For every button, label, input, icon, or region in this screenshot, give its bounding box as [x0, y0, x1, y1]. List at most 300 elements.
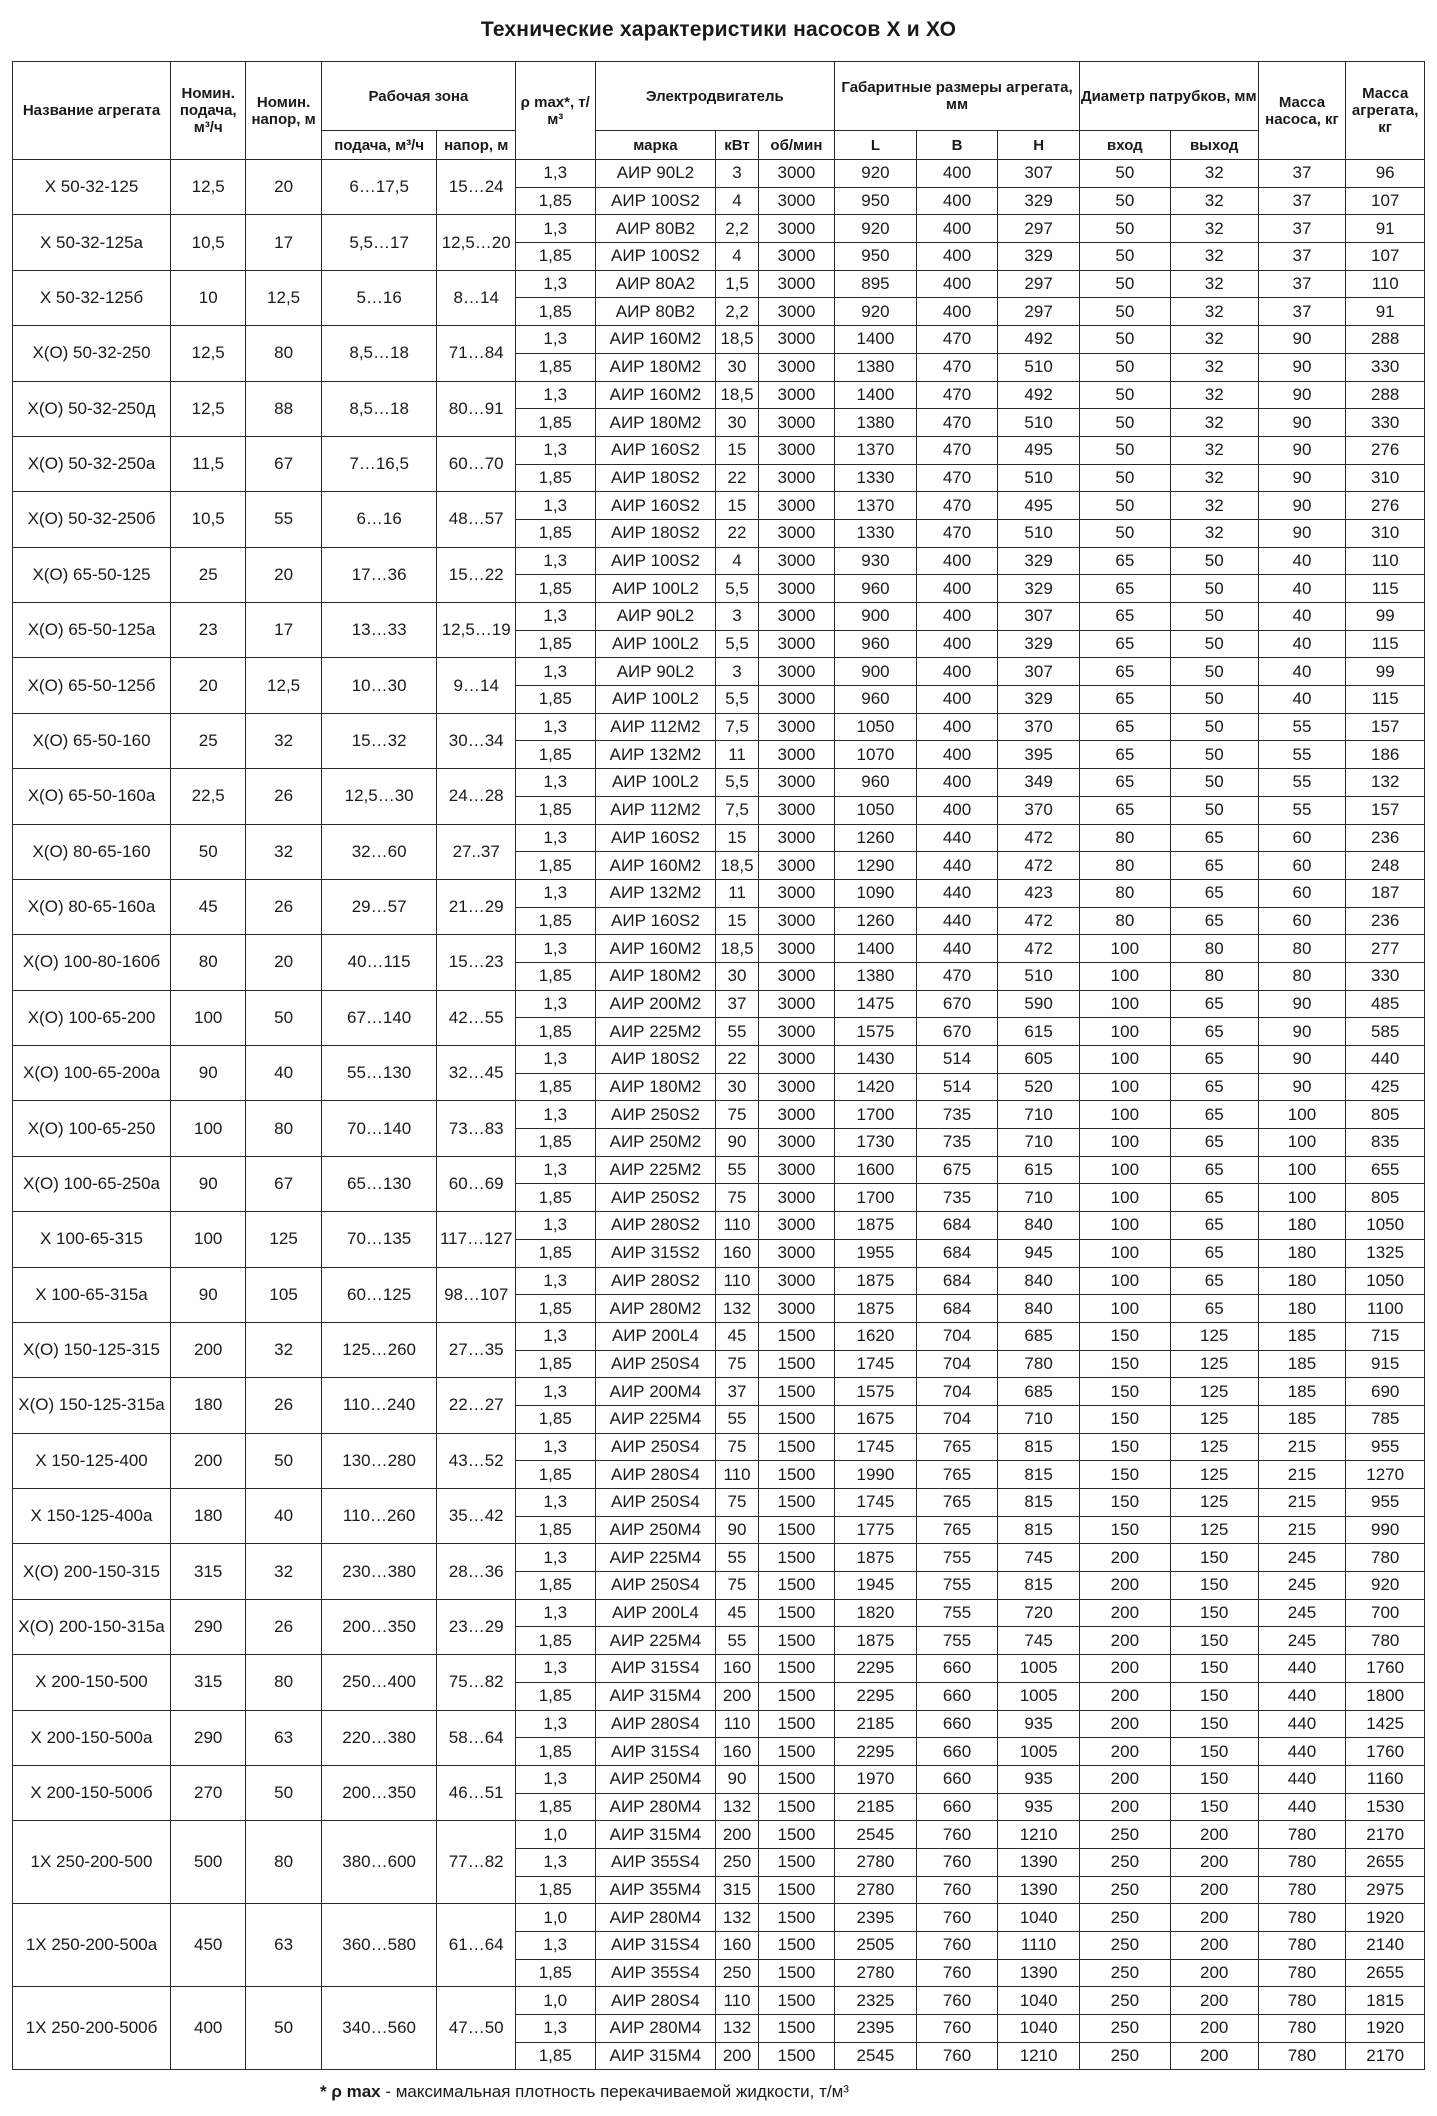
motor-brand-cell: АИР 280S2: [595, 1267, 716, 1295]
motor-rpm-cell: 1500: [758, 1544, 834, 1572]
rho-cell: 1,85: [515, 1461, 595, 1489]
h-nom-cell: 26: [246, 769, 321, 824]
outlet-cell: 150: [1170, 1572, 1258, 1600]
header-dims: Габаритные размеры агрегата, мм: [835, 62, 1080, 131]
mass-unit-cell: 1270: [1346, 1461, 1425, 1489]
outlet-cell: 65: [1170, 1184, 1258, 1212]
motor-brand-cell: АИР 200М4: [595, 1378, 716, 1406]
h-nom-cell: 50: [246, 990, 321, 1045]
q-nom-cell: 90: [171, 1046, 246, 1101]
outlet-cell: 32: [1170, 160, 1258, 188]
motor-kw-cell: 90: [716, 1765, 758, 1793]
mass-pump-cell: 780: [1258, 2015, 1346, 2043]
motor-kw-cell: 110: [716, 1461, 758, 1489]
dim-b-cell: 760: [916, 1904, 998, 1932]
motor-brand-cell: АИР 355М4: [595, 1876, 716, 1904]
header-motor: Электродвигатель: [595, 62, 835, 131]
dim-l-cell: 1330: [835, 519, 917, 547]
rho-cell: 1,85: [515, 464, 595, 492]
head-range-cell: 47…50: [437, 1987, 516, 2070]
motor-kw-cell: 2,2: [716, 215, 758, 243]
dim-l-cell: 1875: [835, 1295, 917, 1323]
mass-unit-cell: 2655: [1346, 1959, 1425, 1987]
h-nom-cell: 67: [246, 1156, 321, 1211]
motor-brand-cell: АИР 200L4: [595, 1599, 716, 1627]
table-row: [13, 436, 1425, 464]
motor-brand-cell: АИР 250М4: [595, 1516, 716, 1544]
rho-cell: 1,85: [515, 1295, 595, 1323]
dim-b-cell: 470: [916, 326, 998, 354]
inlet-cell: 65: [1079, 547, 1170, 575]
inlet-cell: 150: [1079, 1378, 1170, 1406]
motor-rpm-cell: 1500: [758, 1516, 834, 1544]
head-range-cell: 60…69: [437, 1156, 516, 1211]
q-nom-cell: 12,5: [171, 381, 246, 436]
q-nom-cell: 80: [171, 935, 246, 990]
mass-pump-cell: 440: [1258, 1710, 1346, 1738]
dim-l-cell: 1575: [835, 1378, 917, 1406]
inlet-cell: 50: [1079, 436, 1170, 464]
motor-brand-cell: АИР 90L2: [595, 160, 716, 188]
inlet-cell: 65: [1079, 603, 1170, 631]
motor-rpm-cell: 3000: [758, 630, 834, 658]
q-nom-cell: 100: [171, 990, 246, 1045]
mass-unit-cell: 2655: [1346, 1848, 1425, 1876]
mass-pump-cell: 440: [1258, 1655, 1346, 1683]
motor-brand-cell: АИР 100S2: [595, 547, 716, 575]
motor-kw-cell: 7,5: [716, 796, 758, 824]
motor-kw-cell: 18,5: [716, 852, 758, 880]
inlet-cell: 65: [1079, 769, 1170, 797]
rho-cell: 1,0: [515, 1904, 595, 1932]
dim-h-cell: 1390: [998, 1848, 1080, 1876]
mass-unit-cell: 115: [1346, 686, 1425, 714]
dim-h-cell: 710: [998, 1129, 1080, 1157]
dim-b-cell: 470: [916, 381, 998, 409]
dim-h-cell: 297: [998, 270, 1080, 298]
mass-pump-cell: 440: [1258, 1682, 1346, 1710]
motor-kw-cell: 250: [716, 1848, 758, 1876]
pump-name-cell: Х(О) 50-32-250б: [13, 492, 171, 547]
dim-l-cell: 1260: [835, 907, 917, 935]
inlet-cell: 80: [1079, 879, 1170, 907]
dim-l-cell: 1380: [835, 409, 917, 437]
dim-b-cell: 440: [916, 824, 998, 852]
header-inlet: вход: [1079, 131, 1170, 160]
header-q-nom: Номин. подача, м³/ч: [171, 62, 246, 160]
motor-rpm-cell: 3000: [758, 603, 834, 631]
motor-rpm-cell: 1500: [758, 1627, 834, 1655]
motor-brand-cell: АИР 280М2: [595, 1295, 716, 1323]
mass-pump-cell: 780: [1258, 1848, 1346, 1876]
rho-cell: 1,3: [515, 1433, 595, 1461]
h-nom-cell: 26: [246, 1378, 321, 1433]
motor-rpm-cell: 3000: [758, 796, 834, 824]
outlet-cell: 32: [1170, 409, 1258, 437]
pump-name-cell: Х(О) 100-65-200: [13, 990, 171, 1045]
motor-kw-cell: 5,5: [716, 630, 758, 658]
head-range-cell: 28…36: [437, 1544, 516, 1599]
flow-range-cell: 200…350: [321, 1599, 437, 1654]
motor-brand-cell: АИР 160S2: [595, 492, 716, 520]
mass-pump-cell: 90: [1258, 1018, 1346, 1046]
inlet-cell: 100: [1079, 1184, 1170, 1212]
inlet-cell: 250: [1079, 1876, 1170, 1904]
inlet-cell: 200: [1079, 1627, 1170, 1655]
h-nom-cell: 20: [246, 935, 321, 990]
mass-pump-cell: 90: [1258, 990, 1346, 1018]
rho-cell: 1,3: [515, 2015, 595, 2043]
outlet-cell: 80: [1170, 935, 1258, 963]
inlet-cell: 200: [1079, 1738, 1170, 1766]
outlet-cell: 125: [1170, 1378, 1258, 1406]
h-nom-cell: 80: [246, 1101, 321, 1156]
inlet-cell: 150: [1079, 1350, 1170, 1378]
q-nom-cell: 10,5: [171, 492, 246, 547]
rho-cell: 1,3: [515, 1599, 595, 1627]
rho-cell: 1,3: [515, 879, 595, 907]
rho-cell: 1,85: [515, 1129, 595, 1157]
outlet-cell: 200: [1170, 1904, 1258, 1932]
mass-pump-cell: 90: [1258, 326, 1346, 354]
q-nom-cell: 10: [171, 270, 246, 325]
rho-cell: 1,3: [515, 1212, 595, 1240]
motor-brand-cell: АИР 225М4: [595, 1627, 716, 1655]
dim-b-cell: 470: [916, 353, 998, 381]
mass-pump-cell: 180: [1258, 1295, 1346, 1323]
mass-unit-cell: 110: [1346, 547, 1425, 575]
dim-b-cell: 400: [916, 160, 998, 188]
dim-h-cell: 1210: [998, 1821, 1080, 1849]
motor-brand-cell: АИР 100L2: [595, 630, 716, 658]
inlet-cell: 250: [1079, 1848, 1170, 1876]
motor-brand-cell: АИР 250S4: [595, 1572, 716, 1600]
rho-cell: 1,85: [515, 2042, 595, 2070]
dim-b-cell: 660: [916, 1710, 998, 1738]
dim-b-cell: 660: [916, 1738, 998, 1766]
mass-unit-cell: 2170: [1346, 2042, 1425, 2070]
h-nom-cell: 40: [246, 1046, 321, 1101]
outlet-cell: 150: [1170, 1682, 1258, 1710]
dim-h-cell: 297: [998, 298, 1080, 326]
flow-range-cell: 125…260: [321, 1322, 437, 1377]
q-nom-cell: 12,5: [171, 160, 246, 215]
dim-b-cell: 660: [916, 1793, 998, 1821]
dim-h-cell: 685: [998, 1378, 1080, 1406]
dim-h-cell: 472: [998, 907, 1080, 935]
dim-l-cell: 2325: [835, 1987, 917, 2015]
mass-unit-cell: 700: [1346, 1599, 1425, 1627]
header-name: Название агрегата: [13, 62, 171, 160]
table-row: [13, 990, 1425, 1018]
dim-h-cell: 1210: [998, 2042, 1080, 2070]
head-range-cell: 42…55: [437, 990, 516, 1045]
q-nom-cell: 290: [171, 1710, 246, 1765]
flow-range-cell: 8,5…18: [321, 381, 437, 436]
head-range-cell: 73…83: [437, 1101, 516, 1156]
rho-cell: 1,3: [515, 935, 595, 963]
dim-l-cell: 1820: [835, 1599, 917, 1627]
mass-pump-cell: 37: [1258, 243, 1346, 271]
mass-pump-cell: 440: [1258, 1765, 1346, 1793]
motor-rpm-cell: 3000: [758, 160, 834, 188]
specs-table-body: [13, 160, 1425, 2070]
motor-rpm-cell: 3000: [758, 741, 834, 769]
mass-unit-cell: 1050: [1346, 1267, 1425, 1295]
q-nom-cell: 100: [171, 1212, 246, 1267]
q-nom-cell: 290: [171, 1599, 246, 1654]
mass-unit-cell: 990: [1346, 1516, 1425, 1544]
dim-h-cell: 510: [998, 464, 1080, 492]
mass-unit-cell: 157: [1346, 796, 1425, 824]
dim-h-cell: 710: [998, 1101, 1080, 1129]
dim-h-cell: 329: [998, 547, 1080, 575]
dim-l-cell: 1070: [835, 741, 917, 769]
q-nom-cell: 200: [171, 1322, 246, 1377]
dim-b-cell: 684: [916, 1267, 998, 1295]
table-row: [13, 1655, 1425, 1683]
mass-unit-cell: 785: [1346, 1405, 1425, 1433]
motor-rpm-cell: 1500: [758, 1848, 834, 1876]
dim-h-cell: 840: [998, 1212, 1080, 1240]
rho-cell: 1,3: [515, 603, 595, 631]
flow-range-cell: 200…350: [321, 1765, 437, 1820]
inlet-cell: 250: [1079, 1959, 1170, 1987]
outlet-cell: 32: [1170, 381, 1258, 409]
inlet-cell: 200: [1079, 1572, 1170, 1600]
pump-name-cell: Х(О) 200-150-315а: [13, 1599, 171, 1654]
motor-rpm-cell: 1500: [758, 1876, 834, 1904]
q-nom-cell: 90: [171, 1156, 246, 1211]
pump-name-cell: Х(О) 50-32-250: [13, 326, 171, 381]
mass-unit-cell: 330: [1346, 353, 1425, 381]
rho-cell: 1,3: [515, 1710, 595, 1738]
dim-l-cell: 1875: [835, 1267, 917, 1295]
pump-name-cell: Х(О) 80-65-160: [13, 824, 171, 879]
flow-range-cell: 340…560: [321, 1987, 437, 2070]
mass-pump-cell: 40: [1258, 630, 1346, 658]
motor-brand-cell: АИР 80В2: [595, 298, 716, 326]
inlet-cell: 150: [1079, 1433, 1170, 1461]
rho-cell: 1,3: [515, 436, 595, 464]
inlet-cell: 65: [1079, 796, 1170, 824]
dim-l-cell: 1730: [835, 1129, 917, 1157]
outlet-cell: 65: [1170, 1046, 1258, 1074]
mass-pump-cell: 245: [1258, 1544, 1346, 1572]
motor-brand-cell: АИР 200L4: [595, 1322, 716, 1350]
header-h-nom: Номин. напор, м: [246, 62, 321, 160]
dim-l-cell: 2295: [835, 1738, 917, 1766]
motor-brand-cell: АИР 315М4: [595, 1682, 716, 1710]
dim-b-cell: 760: [916, 2015, 998, 2043]
header-rpm: об/мин: [758, 131, 834, 160]
outlet-cell: 32: [1170, 353, 1258, 381]
mass-unit-cell: 236: [1346, 824, 1425, 852]
flow-range-cell: 230…380: [321, 1544, 437, 1599]
motor-kw-cell: 110: [716, 1212, 758, 1240]
dim-l-cell: 960: [835, 630, 917, 658]
outlet-cell: 150: [1170, 1793, 1258, 1821]
dim-l-cell: 2185: [835, 1793, 917, 1821]
motor-kw-cell: 45: [716, 1599, 758, 1627]
motor-brand-cell: АИР 280S4: [595, 1710, 716, 1738]
mass-pump-cell: 215: [1258, 1489, 1346, 1517]
dim-h-cell: 492: [998, 381, 1080, 409]
mass-pump-cell: 55: [1258, 741, 1346, 769]
h-nom-cell: 17: [246, 603, 321, 658]
outlet-cell: 50: [1170, 686, 1258, 714]
motor-brand-cell: АИР 280S2: [595, 1212, 716, 1240]
rho-cell: 1,85: [515, 1793, 595, 1821]
dim-h-cell: 495: [998, 436, 1080, 464]
q-nom-cell: 400: [171, 1987, 246, 2070]
mass-unit-cell: 955: [1346, 1433, 1425, 1461]
header-h: H: [998, 131, 1080, 160]
pump-name-cell: Х 50-32-125б: [13, 270, 171, 325]
motor-kw-cell: 22: [716, 464, 758, 492]
rho-cell: 1,3: [515, 547, 595, 575]
rho-cell: 1,85: [515, 1184, 595, 1212]
motor-kw-cell: 3: [716, 658, 758, 686]
mass-unit-cell: 288: [1346, 381, 1425, 409]
motor-kw-cell: 200: [716, 1682, 758, 1710]
outlet-cell: 32: [1170, 270, 1258, 298]
mass-pump-cell: 100: [1258, 1101, 1346, 1129]
h-nom-cell: 80: [246, 326, 321, 381]
outlet-cell: 65: [1170, 824, 1258, 852]
mass-pump-cell: 90: [1258, 464, 1346, 492]
inlet-cell: 65: [1079, 630, 1170, 658]
motor-rpm-cell: 3000: [758, 547, 834, 575]
motor-rpm-cell: 3000: [758, 907, 834, 935]
outlet-cell: 32: [1170, 519, 1258, 547]
outlet-cell: 150: [1170, 1655, 1258, 1683]
dim-h-cell: 492: [998, 326, 1080, 354]
h-nom-cell: 80: [246, 1821, 321, 1904]
rho-cell: 1,3: [515, 990, 595, 1018]
outlet-cell: 65: [1170, 1212, 1258, 1240]
header-work-zone: Рабочая зона: [321, 62, 515, 131]
mass-pump-cell: 90: [1258, 492, 1346, 520]
dim-h-cell: 307: [998, 160, 1080, 188]
inlet-cell: 150: [1079, 1516, 1170, 1544]
dim-l-cell: 1475: [835, 990, 917, 1018]
inlet-cell: 65: [1079, 658, 1170, 686]
motor-rpm-cell: 1500: [758, 1738, 834, 1766]
mass-unit-cell: 835: [1346, 1129, 1425, 1157]
dim-l-cell: 1990: [835, 1461, 917, 1489]
inlet-cell: 100: [1079, 1267, 1170, 1295]
motor-kw-cell: 160: [716, 1932, 758, 1960]
motor-brand-cell: АИР 280М4: [595, 2015, 716, 2043]
outlet-cell: 125: [1170, 1516, 1258, 1544]
inlet-cell: 100: [1079, 1101, 1170, 1129]
header-rho: ρ max*, т/м³: [515, 62, 595, 160]
dim-b-cell: 660: [916, 1655, 998, 1683]
outlet-cell: 80: [1170, 962, 1258, 990]
table-row: [13, 1433, 1425, 1461]
dim-h-cell: 1040: [998, 1987, 1080, 2015]
dim-l-cell: 2505: [835, 1932, 917, 1960]
dim-b-cell: 440: [916, 879, 998, 907]
outlet-cell: 32: [1170, 215, 1258, 243]
table-row: [13, 1544, 1425, 1572]
mass-pump-cell: 37: [1258, 215, 1346, 243]
pump-name-cell: Х(О) 65-50-125б: [13, 658, 171, 713]
inlet-cell: 100: [1079, 935, 1170, 963]
head-range-cell: 21…29: [437, 879, 516, 934]
dim-l-cell: 1370: [835, 492, 917, 520]
dim-l-cell: 1745: [835, 1489, 917, 1517]
mass-pump-cell: 215: [1258, 1461, 1346, 1489]
pump-name-cell: Х(О) 200-150-315: [13, 1544, 171, 1599]
table-row: [13, 1101, 1425, 1129]
h-nom-cell: 63: [246, 1904, 321, 1987]
motor-rpm-cell: 3000: [758, 686, 834, 714]
flow-range-cell: 6…17,5: [321, 160, 437, 215]
motor-brand-cell: АИР 180М2: [595, 962, 716, 990]
motor-brand-cell: АИР 250S4: [595, 1489, 716, 1517]
motor-kw-cell: 15: [716, 824, 758, 852]
pump-name-cell: Х(О) 65-50-160а: [13, 769, 171, 824]
dim-l-cell: 1745: [835, 1433, 917, 1461]
rho-cell: 1,85: [515, 1738, 595, 1766]
motor-kw-cell: 55: [716, 1405, 758, 1433]
motor-brand-cell: АИР 160S2: [595, 907, 716, 935]
outlet-cell: 65: [1170, 1129, 1258, 1157]
head-range-cell: 48…57: [437, 492, 516, 547]
motor-brand-cell: АИР 160М2: [595, 852, 716, 880]
head-range-cell: 43…52: [437, 1433, 516, 1488]
q-nom-cell: 25: [171, 547, 246, 602]
mass-unit-cell: 1815: [1346, 1987, 1425, 2015]
dim-h-cell: 615: [998, 1018, 1080, 1046]
dim-h-cell: 710: [998, 1405, 1080, 1433]
motor-brand-cell: АИР 100L2: [595, 575, 716, 603]
table-row: [13, 1322, 1425, 1350]
pump-name-cell: Х 50-32-125: [13, 160, 171, 215]
mass-unit-cell: 132: [1346, 769, 1425, 797]
q-nom-cell: 25: [171, 713, 246, 768]
motor-kw-cell: 200: [716, 2042, 758, 2070]
inlet-cell: 200: [1079, 1655, 1170, 1683]
motor-kw-cell: 75: [716, 1489, 758, 1517]
outlet-cell: 32: [1170, 436, 1258, 464]
pump-name-cell: Х(О) 65-50-160: [13, 713, 171, 768]
motor-rpm-cell: 3000: [758, 769, 834, 797]
motor-kw-cell: 18,5: [716, 326, 758, 354]
outlet-cell: 50: [1170, 713, 1258, 741]
pump-name-cell: Х(О) 80-65-160а: [13, 879, 171, 934]
motor-brand-cell: АИР 280М4: [595, 1904, 716, 1932]
outlet-cell: 50: [1170, 603, 1258, 631]
dim-b-cell: 760: [916, 1876, 998, 1904]
mass-unit-cell: 805: [1346, 1184, 1425, 1212]
inlet-cell: 80: [1079, 852, 1170, 880]
outlet-cell: 50: [1170, 769, 1258, 797]
motor-kw-cell: 90: [716, 1129, 758, 1157]
dim-h-cell: 1110: [998, 1932, 1080, 1960]
outlet-cell: 150: [1170, 1627, 1258, 1655]
dim-l-cell: 2295: [835, 1682, 917, 1710]
motor-rpm-cell: 3000: [758, 879, 834, 907]
head-range-cell: 117…127: [437, 1212, 516, 1267]
dim-h-cell: 472: [998, 824, 1080, 852]
mass-unit-cell: 310: [1346, 464, 1425, 492]
table-row: [13, 935, 1425, 963]
outlet-cell: 50: [1170, 630, 1258, 658]
mass-pump-cell: 215: [1258, 1433, 1346, 1461]
